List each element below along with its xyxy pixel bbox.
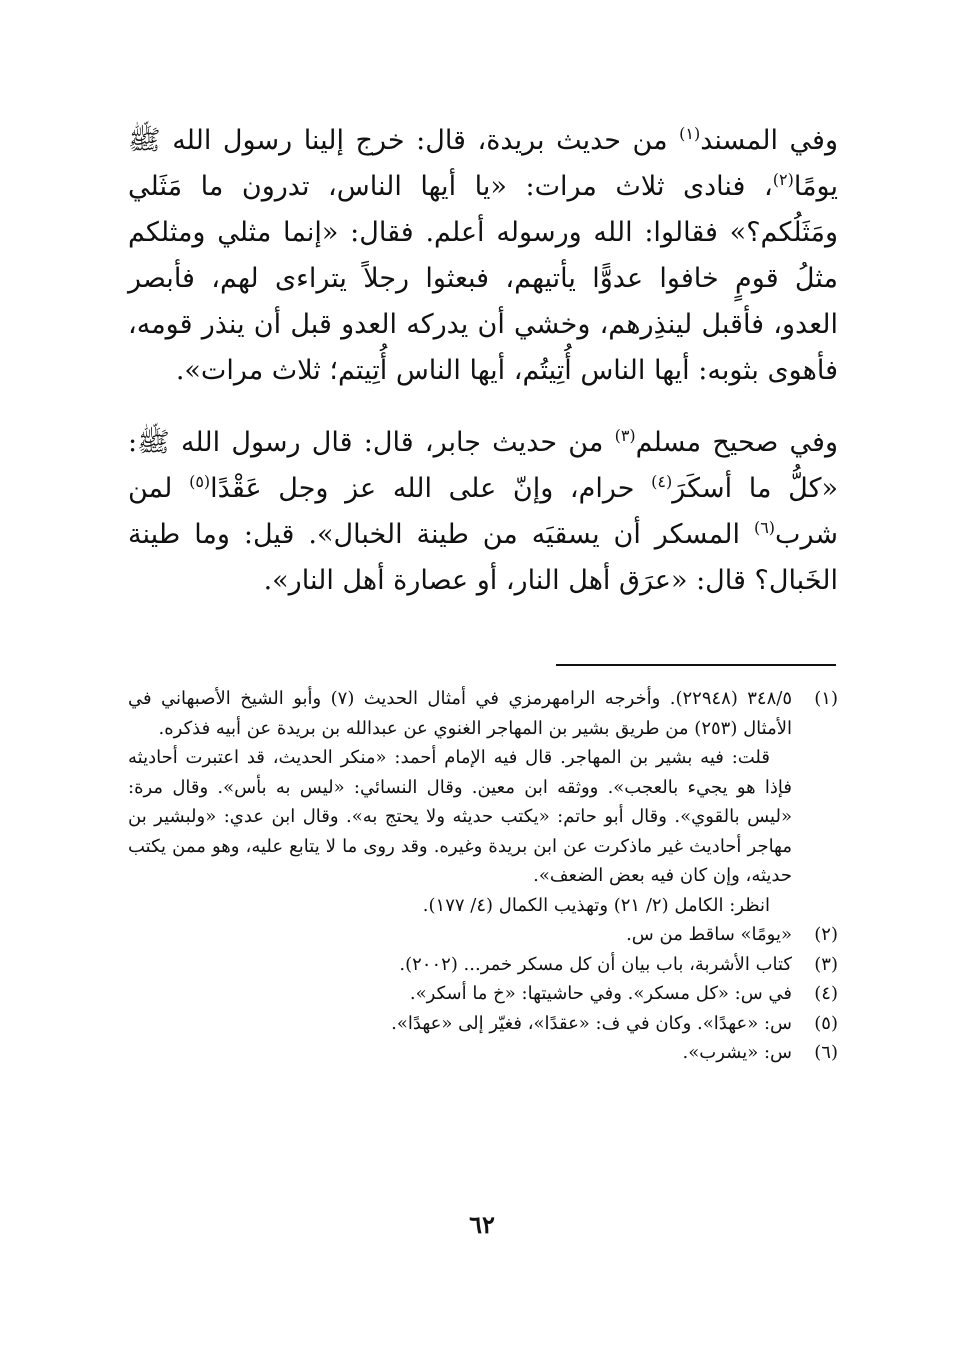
footnote-4 (128, 979, 838, 1009)
footnote-ref-2: (٢) (772, 170, 794, 189)
footnote-number: (٣) (814, 953, 838, 975)
footnote-1 (128, 684, 838, 743)
footnote-text: في س: «كل مسكر». وفي حاشيتها: «خ ما أسكر». (409, 983, 792, 1004)
footnote-text: كتاب الأشربة، باب بيان أن كل مسكر خمر... (٢٠٠٢). (399, 953, 792, 975)
footnote-text: ٣٤٨/٥ (٢٢٩٤٨). وأخرجه الرامهرمزي في أمثال الحديث (٧) وأبو الشيخ الأصبهاني في الأمثال (٢٥٣) من طريق بشير بن المهاجر الغنوي عن عبدالله بن بريدة عن أبيه فذكره. (128, 688, 793, 739)
footnote-number: (٥) (814, 1012, 838, 1034)
paragraph-muslim-hadith (128, 420, 838, 604)
paragraph-text: من حديث جابر، قال: قال رسول الله ﷺ: «كلُّ ما أسكَرَ (128, 427, 838, 504)
footnote-number: (٦) (814, 1042, 838, 1063)
paragraph-text: من حديث بريدة، قال: خرج إلينا رسول الله ﷺ يومًا (128, 125, 838, 202)
paragraph-text: المسكر أن يسقيَه من طينة الخبال». قيل: وما طينة الخَبال؟ قال: «عرَق أهل النار، أو عصارة أهل النار». (128, 519, 838, 596)
paragraph-text: وفي صحيح مسلم (635, 427, 838, 458)
footnote-text: س: «عهدًا». وكان في ف: «عقدًا»، فغيّر إلى «عهدًا». (391, 1012, 792, 1034)
footnote-ref-6: (٦) (753, 518, 776, 537)
footnote-number: (١) (814, 688, 838, 709)
paragraph-text: لمن شرب (128, 473, 838, 550)
main-text (128, 118, 838, 604)
paragraph-text: ، فنادى ثلاث مرات: «يا أيها الناس، تدرون ما مَثَلي ومَثَلُكم؟» فقالوا: الله ورسوله أعلم. فقال: «إنما مثلي ومثلكم مثلُ قومٍ خافوا عدوًّا يأتيهم، فبعثوا رجلاً يتراءى لهم، فأبصر العدو، فأقبل لينذِرهم، وخشي أن يدركه العدو قبل أن ينذر قومه، فأهوى بثوبه: أيها الناس أُتِيتُم، أيها الناس أُتِيتم؛ ثلاث مرات». (128, 171, 838, 386)
footnote-text: «يومًا» ساقط من س. (626, 924, 792, 945)
paragraph-text: وفي المسند (700, 125, 838, 156)
footnote-text: س: «يشرب». (682, 1042, 792, 1063)
footnote-3 (128, 950, 838, 980)
footnote-separator (556, 664, 836, 666)
footnote-2 (128, 920, 838, 950)
footnote-1-reference: انظر: الكامل (٢/ ٢١) وتهذيب الكمال (٤/ ١٧٧). (422, 894, 770, 916)
footnote-ref-1: (١) (679, 124, 701, 143)
footnote-6 (128, 1038, 838, 1068)
paragraph-text: حرام، وإنّ على الله عز وجل عَقْدًا (210, 473, 652, 504)
footnote-ref-3: (٣) (614, 426, 636, 445)
footnote-5 (128, 1009, 838, 1039)
footnote-1-comment: قلت: فيه بشير بن المهاجر. قال فيه الإمام أحمد: «منكر الحديث، قد اعتبرت أحاديثه فإذا هو يجيء بالعجب». ووثقه ابن معين. وقال النسائي: «ليس به بأس». وقال مرة: «ليس بالقوي». وقال أبو حاتم: «يكتب حديثه ولا يحتج به». وقال ابن عدي: «ولبشير بن مهاجر أحاديث غير ماذكرت عن ابن بريدة وغيره. وقد روى ما لا يتابع عليه، وهو ممن يكتب حديثه، وإن كان فيه بعض الضعف». (128, 747, 792, 886)
page-number: ٦٢ (469, 1210, 495, 1239)
footnote-number: (٢) (814, 924, 838, 945)
footnote-ref-4: (٤) (651, 472, 673, 491)
paragraph-musnad-hadith (128, 118, 838, 394)
footnote-number: (٤) (814, 983, 838, 1004)
footnote-ref-5: (٥) (189, 472, 211, 491)
footnotes (128, 684, 838, 1068)
